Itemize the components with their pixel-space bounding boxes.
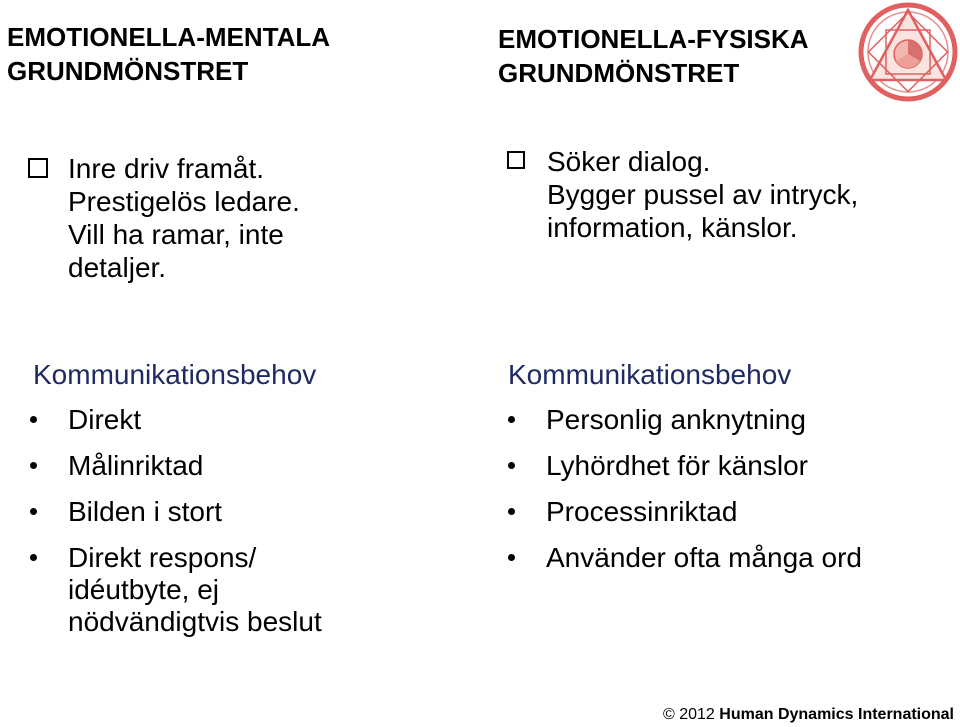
right-checkbox-text: Söker dialog. Bygger pussel av intryck, information, känslor. xyxy=(547,146,859,243)
left-communication-title: Kommunikationsbehov xyxy=(33,359,317,390)
bullet-text: Använder ofta många ord xyxy=(546,542,862,573)
bullet-text: Processinriktad xyxy=(546,496,738,527)
list-item xyxy=(30,542,430,638)
left-bullet-list xyxy=(30,404,430,652)
bullet-icon xyxy=(30,416,37,423)
bullet-icon xyxy=(508,416,515,423)
bullet-icon xyxy=(508,554,515,561)
copyright-text: © 2012 xyxy=(663,706,720,723)
checkbox-icon xyxy=(28,158,48,178)
bullet-text: Bilden i stort xyxy=(68,496,223,527)
footer-copyright xyxy=(663,705,954,725)
list-item xyxy=(30,450,430,482)
list-item xyxy=(30,404,430,436)
bullet-text: Personlig anknytning xyxy=(546,404,806,435)
bullet-text: Direkt respons/ idéutbyte, ej nödvändigtvis beslut xyxy=(68,542,322,637)
right-communication-title: Kommunikationsbehov xyxy=(508,359,792,390)
bullet-icon xyxy=(508,462,515,469)
bullet-icon xyxy=(30,554,37,561)
left-checkbox-text: Inre driv framåt. Prestigelös ledare. Vill ha ramar, inte detaljer. xyxy=(68,153,300,283)
right-heading: EMOTIONELLA-FYSISKA GRUNDMÖNSTRET xyxy=(498,24,809,88)
checkbox-icon xyxy=(507,151,525,169)
right-bullet-list xyxy=(508,404,958,588)
bullet-text: Målinriktad xyxy=(68,450,204,481)
list-item xyxy=(508,404,958,436)
bullet-text: Direkt xyxy=(68,404,142,435)
bullet-icon xyxy=(30,462,37,469)
bullet-icon xyxy=(508,508,515,515)
human-dynamics-logo-icon xyxy=(858,2,958,102)
list-item xyxy=(30,496,430,528)
list-item xyxy=(508,450,958,482)
list-item xyxy=(508,542,958,574)
left-checkbox-item xyxy=(28,152,388,284)
list-item xyxy=(508,496,958,528)
bullet-text: Lyhördhet för känslor xyxy=(546,450,808,481)
left-heading: EMOTIONELLA-MENTALA GRUNDMÖNSTRET xyxy=(7,22,331,86)
bullet-icon xyxy=(30,508,37,515)
footer-brand: Human Dynamics International xyxy=(719,706,954,723)
right-checkbox-item xyxy=(507,145,947,244)
